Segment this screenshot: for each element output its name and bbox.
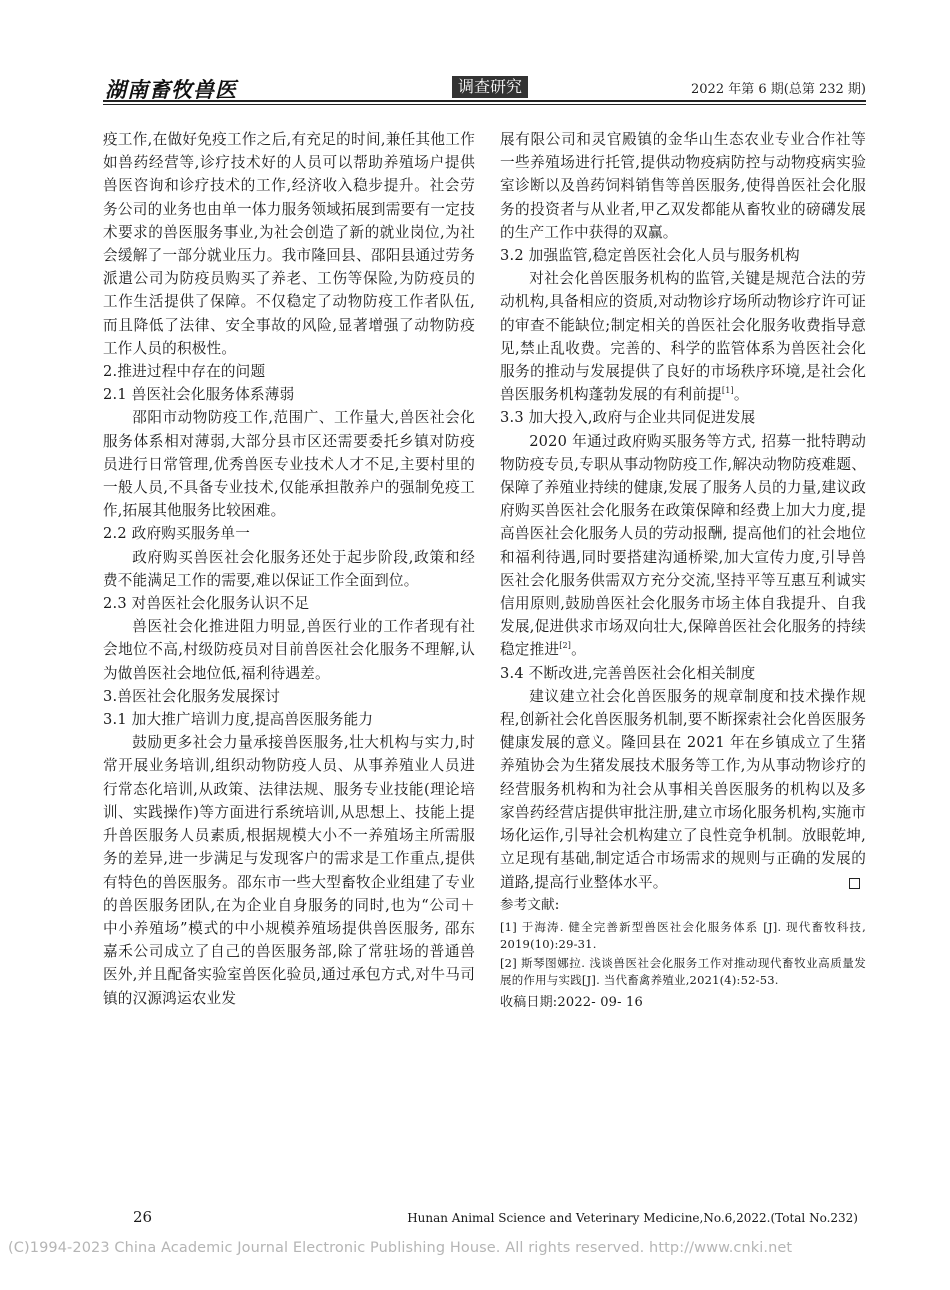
paragraph: 展有限公司和灵官殿镇的金华山生态农业专业合作社等一些养殖场进行托管,提供动物疫病防控与动物疫病实验室诊断以及兽药饲料销售等兽医服务,使得兽医社会化服务的投资者与从业者,甲乙双发都能从畜牧业的磅礴发展的生产工作中获得的双赢。 (500, 131, 866, 241)
section-heading: 3.兽医社会化服务发展探讨 (103, 687, 281, 705)
references-list (500, 919, 866, 989)
copyright-watermark: (C)1994-2023 China Academic Journal Electronic Publishing House. All rights reserved. http://www.cnki.net (8, 1240, 793, 1256)
citation-2[interactable]: [2] (559, 641, 572, 651)
paragraph: 鼓励更多社会力量承接兽医服务,壮大机构与实力,时常开展业务培训,组织动物防疫人员、从事养殖业人员进行常态化培训,从政策、法律法规、服务专业技能(理论培训、实践操作)等方面进行系统培训,从思想上、技能上提升兽医服务人员素质,根据规模大小不一养殖场主所需服务的差异,进一步满足与发现客户的需求是工作重点,提供有特色的兽医服务。邵东市一些大型畜牧企业组建了专业的兽医服务团队,在为企业自身服务的同时,也为“公司＋中小养殖场”模式的中小规模养殖场提供兽医服务, 邵东嘉禾公司成立了自己的兽医服务部,除了常驻场的普通兽医外,并且配备实验室兽医化验员,通过承包方式,对牛马司镇的汉源鸿运农业发 (103, 734, 475, 1007)
right-column (500, 128, 866, 1014)
journal-logo: 湖南畜牧兽医 (105, 77, 237, 102)
page-header (103, 72, 866, 102)
citation-1[interactable]: [1] (721, 386, 734, 396)
page-number: 26 (133, 1208, 153, 1226)
header-rule (103, 100, 866, 102)
paragraph (500, 267, 866, 406)
subsection-heading: 2.2 政府购买服务单一 (103, 525, 250, 543)
subsection-heading: 2.3 对兽医社会化服务认识不足 (103, 595, 310, 613)
paragraph: 兽医社会化推进阻力明显,兽医行业的工作者现有社会地位不高,村级防疫员对目前兽医社会化服务不理解,认为做兽医社会地位低,福利待遇差。 (103, 618, 475, 682)
subsection-heading: 3.4 不断改进,完善兽医社会化相关制度 (500, 664, 756, 682)
subsection-heading: 2.1 兽医社会化服务体系薄弱 (103, 386, 295, 404)
reference-item: [2] 斯琴图娜拉. 浅谈兽医社会化服务工作对推动现代畜牧业高质量发展的作用与实践[J]. 当代畜禽养殖业,2021(4):52-53. (500, 955, 866, 987)
paragraph-text: 对社会化兽医服务机构的监管,关键是规范合法的劳动机构,具备相应的资质,对动物诊疗场所动物诊疗许可证的审查不能缺位;制定相关的兽医社会化服务收费指导意见,禁止乱收费。完善的、科学的监管体系为兽医社会化服务的推动与发展提供了良好的市场秩序环境,是社会化兽医服务机构蓬勃发展的有利前提 (500, 270, 866, 404)
subsection-heading: 3.3 加大投入,政府与企业共同促进发展 (500, 409, 756, 427)
paragraph: 邵阳市动物防疫工作,范围广、工作量大,兽医社会化服务体系相对薄弱,大部分县市区还需要委托乡镇对防疫员进行日常管理,优秀兽医专业技术人才不足,主要村里的一般人员,不具备专业技术,仅能承担散养户的强制免疫工作,拓展其他服务比较困难。 (103, 409, 475, 520)
section-tag: 调查研究 (452, 76, 528, 98)
left-column (103, 128, 475, 1010)
subsection-heading: 3.1 加大推广培训力度,提高兽医服务能力 (103, 711, 374, 729)
subsection-heading: 3.2 加强监管,稳定兽医社会化人员与服务机构 (500, 247, 800, 265)
punctuation: 。 (733, 386, 749, 404)
reference-item: [1] 于海涛. 健全完善新型兽医社会化服务体系 [J]. 现代畜牧科技, 2019(10):29-31. (500, 919, 866, 951)
header-rule-thin (103, 104, 866, 105)
paragraph-text: 建议建立社会化兽医服务的规章制度和技术操作规程,创新社会化兽医服务机制,要不断探索社会化兽医服务健康发展的意义。隆回县在 2021 年在乡镇成立了生猪养殖协会为生猪发展技术服务等工作,为从事动物诊疗的经营服务机构和为社会从事相关兽医服务的机构以及多家兽药经营店提供审批注册,建立市场化服务机构,实施市场化运作,引导社会机构建立了良性竞争机制。放眼乾坤,立足现有基础,制定适合市场需求的规则与正确的发展的道路,提高行业整体水平。 (500, 687, 866, 891)
paragraph (500, 430, 866, 662)
issue-info: 2022 年第 6 期(总第 232 期) (691, 82, 866, 97)
punctuation: 。 (571, 641, 586, 659)
section-heading: 2.推进过程中存在的问题 (103, 363, 266, 381)
references-title: 参考文献: (500, 896, 560, 913)
paragraph-text: 2020 年通过政府购买服务等方式, 招募一批特聘动物防疫专员,专职从事动物防疫工作,解决动物防疫难题、保障了养殖业持续的健康,发展了服务人员的力量,建议政府购买兽医社会化服务在政策保障和经费上加大力度,提高兽医社会化服务人员的劳动报酬, 提高他们的社会地位和福利待遇,同时要搭建沟通桥梁,加大宣传力度,引导兽医社会化服务供需双方充分交流,坚持平等互惠互利诚实信用原则,鼓励兽医社会化服务市场主体自我提升、自我发展,促进供求市场双向壮大,保障兽医社会化服务的持续稳定推进 (500, 432, 866, 659)
paragraph: 政府购买兽医社会化服务还处于起步阶段,政策和经费不能满足工作的需要,难以保证工作全面到位。 (103, 548, 475, 589)
end-of-article-mark (849, 878, 860, 889)
paragraph (500, 685, 866, 894)
received-date: 收稿日期:2022- 09- 16 (500, 994, 643, 1010)
paragraph: 疫工作,在做好免疫工作之后,有充足的时间,兼任其他工作如兽药经营等,诊疗技术好的人员可以帮助养殖场户提供兽医咨询和诊疗技术的工作,经济收入稳步提升。社会劳务公司的业务也由单一体力服务领域拓展到需要有一定技术要求的兽医服务事业,为社会创造了新的就业岗位,为社会缓解了一部分就业压力。我市隆回县、邵阳县通过劳务派遣公司为防疫员购买了养老、工伤等保险,为防疫员的工作生活提供了保障。不仅稳定了动物防疫工作者队伍,而且降低了法律、安全事故的风险,显著增强了动物防疫工作人员的积极性。 (103, 131, 475, 357)
journal-english-title: Hunan Animal Science and Veterinary Medicine,No.6,2022.(Total No.232) (407, 1211, 858, 1225)
